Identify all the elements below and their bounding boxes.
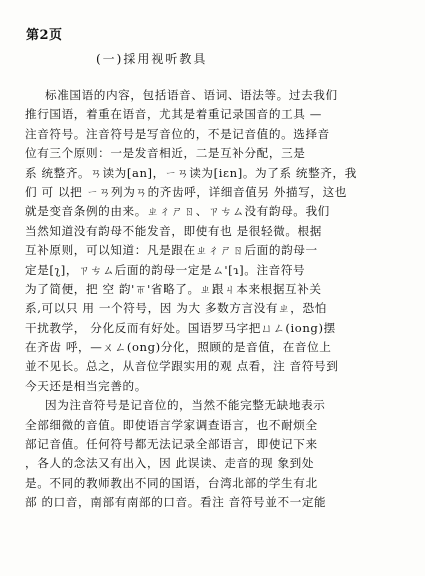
text-line: 是。不同的教师教出不同的国语，台湾北部的学生有北 — [25, 475, 318, 490]
text-line: 部记音值。任何符号都无法记录全部语言，即使记下来 — [25, 437, 318, 452]
text-line: 当然知道没有韵母不能发音，即使有也 是很轻微。根据 — [25, 223, 322, 238]
text-line: 标准国语的内容，包括语音、语词、语法等。过去我们 — [45, 88, 338, 102]
text-line: 为了简便，把 空 韵'ㄭ'省略了。ㄓ跟ㄐ本来根据互补关 — [25, 281, 322, 296]
text-line: 全部细微的音值。即使语言学家调查语言，也不耐烦全 — [25, 417, 318, 432]
page-number-label: 第2页 — [26, 28, 63, 43]
paragraph-1 — [25, 86, 410, 396]
text-line: 位有三个原则：一是发音相近，二是互补分配，三是 — [25, 146, 306, 161]
text-line: 系,可以只 用 一个符号，因 为大 多数方言没有ㄓ，恐怕 — [25, 301, 327, 316]
text-line: 系 统整齐。ㄢ读为[an]，ㄧㄢ读为[iɛn]。为了系 统整齐，我 — [25, 165, 357, 180]
text-line: 定是[ʅ]，ㄗㄘㄙ后面的韵母一定是ㄙ'[ɿ]。注音符号 — [25, 262, 306, 277]
text-line: 部 的口音，南部有南部的口音。看注 音符号並不一定能 — [25, 495, 327, 510]
text-line: 今天还是相当完善的。 — [25, 378, 147, 393]
text-line: 互补原则，可以知道：凡是跟在ㄓㄔㄕㄖ后面的韵母一 — [25, 243, 318, 258]
text-line: 推行国语，着重在语音，尤其是着重记录国音的工具 — — [25, 107, 322, 122]
text-line: 就是变音条例的由来。ㄓㄔㄕㄖ、ㄗㄘㄙ没有韵母。我们 — [25, 204, 330, 219]
text-line: 们 可 以把 ㄧㄢ列为ㄢ的齐齿呼，详细音值另 外描写，这也 — [25, 184, 347, 199]
text-line: 干扰教学， 分化反而有好处。国语罗马字把ㄩㄥ(iong)摆 — [25, 320, 336, 335]
paragraph-2 — [25, 396, 410, 512]
text-line: ，各人的念法又有出入，因 此误读、走音的现 象到处 — [25, 456, 315, 471]
text-line: 並不见长。总之，从音位学跟实用的观 点看，注 音符号到 — [25, 359, 339, 374]
text-line: 在齐齿 呼，—ㄨㄥ(ong)分化，照顾的是音值，在音位上 — [25, 340, 332, 355]
section-heading: (一)採用视听教具 — [96, 52, 208, 66]
body-text — [25, 86, 410, 513]
text-line: 因为注音符号是记音位的，当然不能完整无缺地表示 — [45, 398, 326, 413]
text-line: 注音符号。注音符号是写音位的，不是记音值的。选择音 — [25, 126, 330, 141]
